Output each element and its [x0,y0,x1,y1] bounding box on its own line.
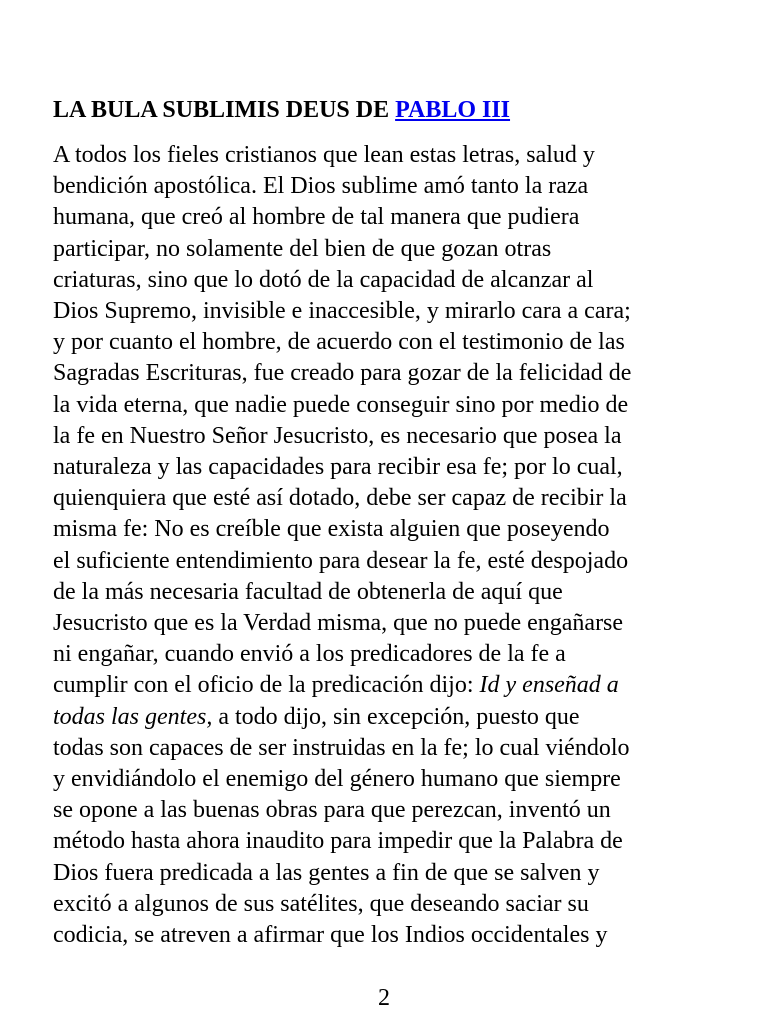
text-line: se opone a las buenas obras para que perezcan, inventó un [53,797,611,824]
title-link-pablo-iii[interactable]: PABLO III [395,97,511,123]
document-title [53,94,721,126]
text-line: método hasta ahora inaudito para impedir que la Palabra de [53,828,623,855]
document-page [53,94,721,951]
text-line-with-quote [53,702,721,733]
text-line: misma fe: No es creíble que exista alguien que poseyendo [53,516,610,543]
text-segment: cumplir con el oficio de la predicación dijo: [53,672,480,699]
title-text: LA BULA SUBLIMIS DEUS DE [53,97,396,123]
text-line: participar, no solamente del bien de que gozan otras [53,235,552,262]
text-line: Dios Supremo, invisible e inaccesible, y mirarlo cara a cara; [53,298,631,325]
text-line: humana, que creó al hombre de tal manera que pudiera [53,204,580,231]
quote-italic: Id y enseñad a [479,672,619,699]
text-line: excitó a algunos de sus satélites, que deseando saciar su [53,890,589,917]
text-line: Jesucristo que es la Verdad misma, que no puede engañarse [53,610,624,637]
text-line: todas son capaces de ser instruidas en la fe; lo cual viéndolo [53,734,630,761]
text-segment: a todo dijo, sin excepción, puesto que [212,703,580,730]
page-number: 2 [378,985,390,1011]
text-line: la fe en Nuestro Señor Jesucristo, es necesario que posea la [53,422,622,449]
text-line: quienquiera que esté así dotado, debe ser capaz de recibir la [53,485,627,512]
text-line: el suficiente entendimiento para desear la fe, esté despojado [53,547,629,574]
text-line-with-quote [53,670,721,701]
body-paragraph [53,140,721,951]
text-line: la vida eterna, que nadie puede conseguir sino por medio de [53,391,629,418]
text-line: A todos los fieles cristianos que lean estas letras, salud y [53,142,595,168]
text-line: y por cuanto el hombre, de acuerdo con el testimonio de las [53,329,625,356]
text-line: ni engañar, cuando envió a los predicadores de la fe a [53,641,566,668]
text-line: criaturas, sino que lo dotó de la capacidad de alcanzar al [53,266,594,293]
quote-italic: todas las gentes, [53,703,213,730]
text-line: Dios fuera predicada a las gentes a fin de que se salven y [53,859,600,886]
text-line: naturaleza y las capacidades para recibir esa fe; por lo cual, [53,454,623,481]
text-line: Sagradas Escrituras, fue creado para gozar de la felicidad de [53,360,632,387]
text-line: y envidiándolo el enemigo del género humano que siempre [53,766,621,793]
text-line: de la más necesaria facultad de obtenerla de aquí que [53,578,563,605]
text-line: bendición apostólica. El Dios sublime amó tanto la raza [53,173,589,200]
text-line: codicia, se atreven a afirmar que los Indios occidentales y [53,922,608,949]
